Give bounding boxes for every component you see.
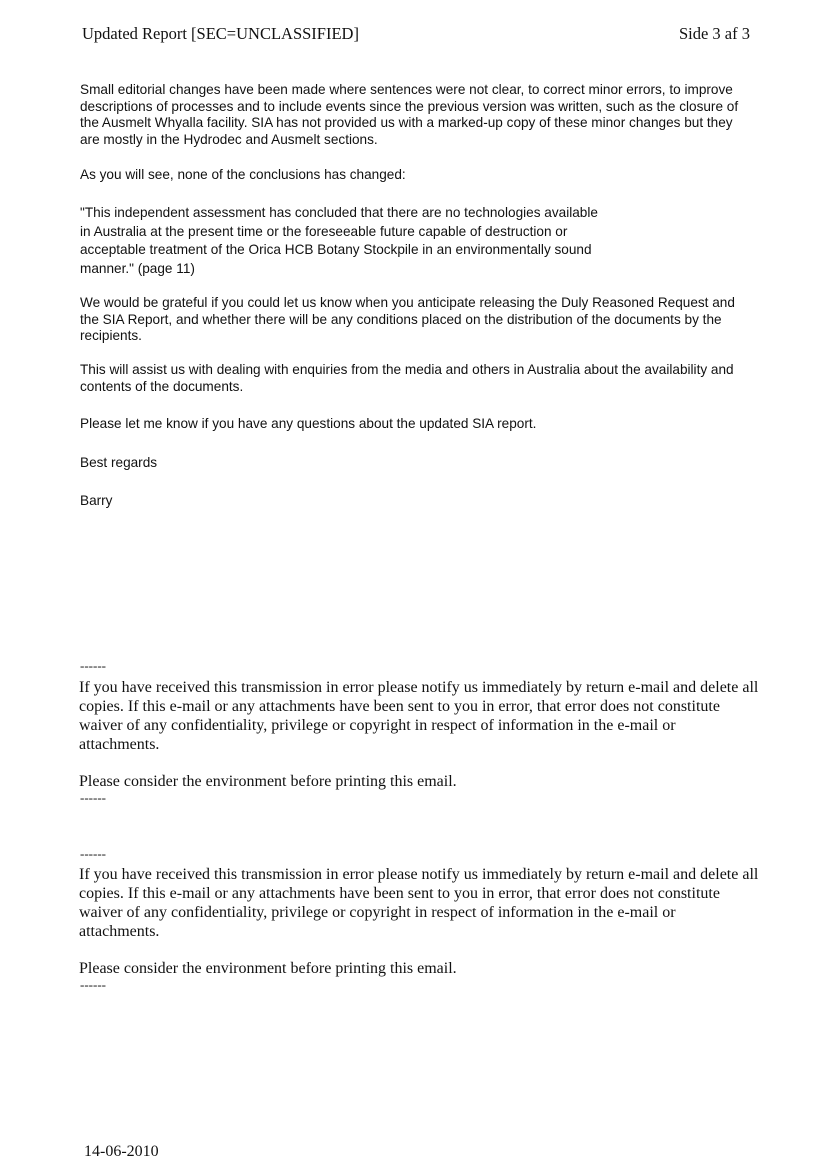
email-signature: Barry [80, 493, 113, 508]
disclaimer-text: If you have received this transmission in error please notify us immediately by return e-mail and delete all copies. If this e-mail or any attachments have been sent to you in error, that error does not constitute waiver of any confidentiality, privilege or copyright in respect of information in the e-mail or attachments. [79, 679, 759, 753]
disclaimer-separator: ------ [80, 846, 106, 861]
email-paragraph-editorial-changes: Small editorial changes have been made where sentences were not clear, to correct minor errors, to improve descriptions of processes and to include events since the previous version was written, such as the closure of the Ausmelt Whyalla facility. SIA has not provided us with a marked-up copy of these minor changes but they are mostly in the Hydrodec and Ausmelt sections. [80, 82, 739, 147]
environment-note: Please consider the environment before printing this email. [79, 773, 457, 790]
disclaimer-separator: ------ [80, 790, 106, 805]
disclaimer-separator: ------ [80, 658, 106, 673]
disclaimer-text: If you have received this transmission in error please notify us immediately by return e-mail and delete all copies. If this e-mail or any attachments have been sent to you in error, that error does not constitute waiver of any confidentiality, privilege or copyright in respect of information in the e-mail or attachments. [79, 866, 759, 940]
email-paragraph-request: We would be grateful if you could let us know when you anticipate releasing the Duly Reasoned Request and the SIA Report, and whether there will be any conditions placed on the distribution of the documents by the recipients. [80, 295, 735, 343]
email-sign-off: Best regards [80, 455, 158, 470]
email-quote [80, 204, 640, 278]
quote-line: acceptable treatment of the Orica HCB Botany Stockpile in an environmentally sound [80, 242, 592, 257]
footer-date: 14-06-2010 [84, 1143, 159, 1160]
disclaimer-separator: ------ [80, 977, 106, 992]
quote-line: "This independent assessment has concluded that there are no technologies available [80, 205, 598, 220]
environment-note: Please consider the environment before printing this email. [79, 960, 457, 977]
email-paragraph-conclusions: As you will see, none of the conclusions has changed: [80, 167, 406, 182]
email-paragraph-questions: Please let me know if you have any questions about the updated SIA report. [80, 416, 537, 431]
quote-line: manner." (page 11) [80, 260, 195, 276]
page-number-label: Side 3 af 3 [678, 24, 750, 43]
email-paragraph-enquiries: This will assist us with dealing with enquiries from the media and others in Australia about the availability and contents of the documents. [80, 362, 734, 394]
quote-line: in Australia at the present time or the foreseeable future capable of destruction or [80, 223, 568, 239]
page-header-title: Updated Report [SEC=UNCLASSIFIED] [82, 24, 359, 43]
